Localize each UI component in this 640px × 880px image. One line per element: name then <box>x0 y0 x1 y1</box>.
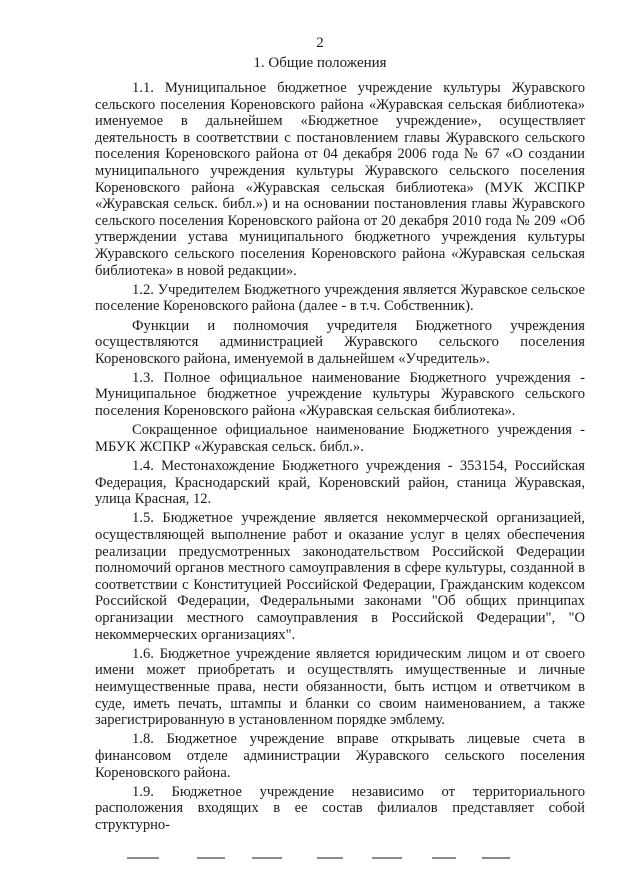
scan-dash <box>197 857 225 859</box>
paragraph-1-9: 1.9. Бюджетное учреждение независимо от территориального расположения входящих в ее состав филиалов представляет собой структурно- <box>95 783 585 833</box>
scan-dash <box>252 857 282 859</box>
scan-dash <box>317 857 343 859</box>
scan-artifact-dashes <box>127 857 527 861</box>
paragraph-founder-functions: Функции и полномочия учредителя Бюджетного учреждения осуществляются администрацией Журавского сельского поселения Кореновского района, именуемой в дальнейшем «Учредитель». <box>95 317 585 367</box>
scan-dash <box>127 857 159 859</box>
section-title: 1. Общие положения <box>253 55 387 71</box>
page-number: 2 <box>316 35 324 51</box>
paragraph-1-3: 1.3. Полное официальное наименование Бюджетного учреждения - Муниципальное бюджетное учреждение культуры Журавского сельского поселения Кореновского района «Журавская сельская библиотека». <box>95 369 585 420</box>
scan-dash <box>372 857 402 859</box>
paragraph-1-8: 1.8. Бюджетное учреждение вправе открывать лицевые счета в финансовом отделе администрации Журавского сельского поселения Кореновского района. <box>95 731 585 781</box>
document-body <box>95 80 585 833</box>
paragraph-1-5: 1.5. Бюджетное учреждение является некоммерческой организацией, осуществляющей выполнение работ и оказание услуг в целях обеспечения реализации предусмотренных законодательством Российской Федерации полномочий органов местного самоуправления в сфере культуры, созданной в соответствии с Конституцией Российской Федерации, Гражданским кодексом Российской Федерации, Федеральными законами "Об общих принципах организации местного самоуправления в Российской Федерации", "О некоммерческих организациях". <box>95 510 585 643</box>
scan-dash <box>482 857 510 859</box>
paragraph-short-name: Сокращенное официальное наименование Бюджетного учреждения - МБУК ЖСПКР «Журавская сельск. библ.». <box>95 422 585 455</box>
paragraph-1-1: 1.1. Муниципальное бюджетное учреждение культуры Журавского сельского поселения Кореновского района «Журавская сельская библиотека» именуемое в дальнейшем «Бюджетное учреждение», осуществляет деятельность в соответствии с постановлением главы Журавского сельского поселения Кореновского района от 04 декабря 2006 года № 67 «О создании муниципального учреждения культуры Журавского сельского поселения Кореновского района «Журавская сельская библиотека» (МУК ЖСПКР «Журавская сельск. библ.») и на основании постановления главы Журавского сельского поселения Кореновского района от 20 декабря 2010 года № 209 «Об утверждении устава муниципального бюджетного учреждения культуры Журавского сельского поселения Кореновского района «Журавская сельская библиотека» в новой редакции». <box>95 80 585 279</box>
paragraph-1-2: 1.2. Учредителем Бюджетного учреждения является Журавское сельское поселение Кореновского района (далее - в т.ч. Собственник). <box>95 281 585 315</box>
paragraph-1-6: 1.6. Бюджетное учреждение является юридическим лицом и от своего имени может приобретать и осуществлять имущественные и личные неимущественные права, нести обязанности, быть истцом и ответчиком в суде, иметь печать, штампы и бланки со своим наименованием, а также зарегистрированную в установленном порядке эмблему. <box>95 645 585 729</box>
scan-dash <box>432 857 456 859</box>
paragraph-1-4: 1.4. Местонахождение Бюджетного учреждения - 353154, Российская Федерация, Краснодарский край, Кореновский район, станица Журавская, улица Красная, 12. <box>95 458 585 508</box>
